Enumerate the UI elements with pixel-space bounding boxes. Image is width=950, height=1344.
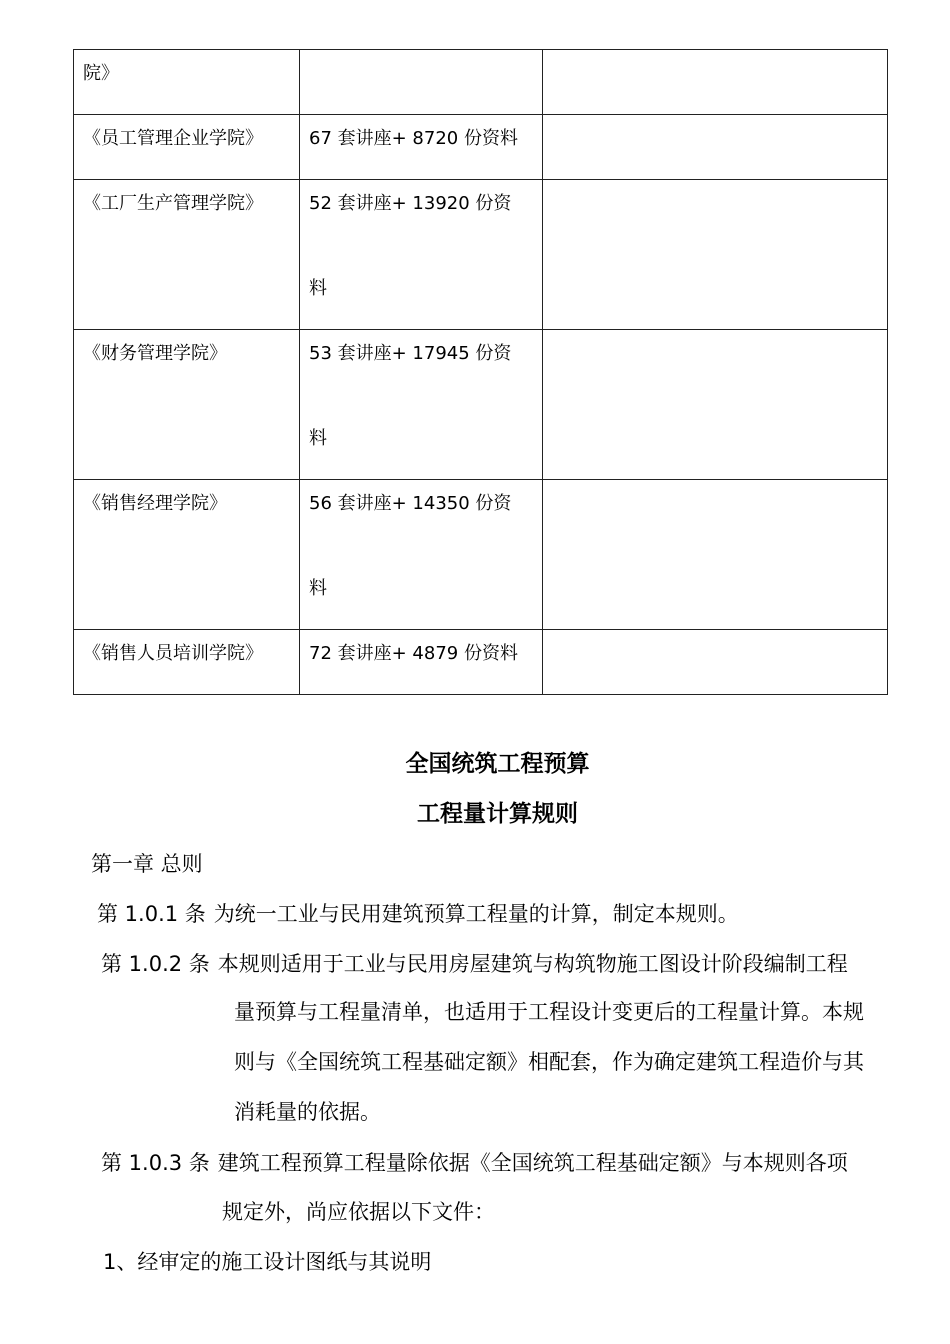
article-label: 第 1.0.3 条 [101,1151,210,1175]
cell-text [543,180,887,192]
cell-line: 料 [309,428,327,449]
table-cell-empty [543,480,888,630]
cell-text: 72 套讲座+ 4879 份资料 [309,643,518,664]
article-label: 第 1.0.2 条 [101,952,210,976]
table-cell-content [300,630,543,695]
article-text: 建筑工程预算工程量除依据《全国统筑工程基础定额》与本规则各项 [217,1151,848,1175]
cell-text: 《销售人员培训学院》 [83,643,263,664]
article-text: 为统一工业与民用建筑预算工程量的计算，制定本规则。 [213,902,739,926]
list-item: 1、经审定的施工设计图纸与其说明 [103,1250,432,1274]
table-row [74,480,888,630]
table-cell-empty [543,50,888,115]
article-label: 第 1.0.1 条 [97,902,206,926]
table-cell-college [74,50,300,115]
table-cell-empty [543,115,888,180]
cell-text [543,480,887,492]
article-continuation: 规定外，尚应依据以下文件： [222,1200,495,1224]
table-row [74,330,888,480]
table-row [74,180,888,330]
table-cell-college [74,115,300,180]
table-row [74,50,888,115]
table-row [74,630,888,695]
article-1-0-3 [101,1148,848,1178]
cell-text [543,115,887,127]
cell-text-wrapped [300,180,542,301]
table-cell-content [300,50,543,115]
cell-text: 《工厂生产管理学院》 [83,193,263,214]
cell-line: 料 [309,278,327,299]
article-1-0-2 [101,949,848,979]
cell-text [543,50,887,62]
table-cell-college [74,330,300,480]
table-cell-college [74,180,300,330]
article-continuation: 消耗量的依据。 [234,1100,381,1124]
cell-text: 《销售经理学院》 [83,493,227,514]
article-text: 本规则适用于工业与民用房屋建筑与构筑物施工图设计阶段编制工程 [217,952,848,976]
chapter-heading: 第一章 总则 [91,852,203,876]
cell-text: 《员工管理企业学院》 [83,128,263,149]
article-continuation: 则与《全国统筑工程基础定额》相配套，作为确定建筑工程造价与其 [234,1050,864,1074]
cell-text: 《财务管理学院》 [83,343,227,364]
table-row [74,115,888,180]
cell-text [543,630,887,642]
table-cell-content [300,480,543,630]
table-cell-content [300,115,543,180]
cell-text-wrapped [300,480,542,601]
table-cell-content [300,330,543,480]
cell-text-wrapped [300,330,542,451]
course-catalog-table [73,49,888,695]
cell-text: 院》 [83,63,119,84]
table-cell-content [300,180,543,330]
table-cell-empty [543,180,888,330]
cell-text [300,50,542,62]
cell-text [543,330,887,342]
article-continuation: 量预算与工程量清单，也适用于工程设计变更后的工程量计算。本规 [234,1000,864,1024]
document-title-line1: 全国统筑工程预算 [405,751,590,777]
cell-line: 53 套讲座+ 17945 份资 [309,343,512,364]
table-cell-college [74,480,300,630]
document-title-line2: 工程量计算规则 [417,801,578,827]
cell-line: 料 [309,578,327,599]
article-1-0-1 [97,899,739,929]
cell-line: 56 套讲座+ 14350 份资 [309,493,512,514]
table-cell-empty [543,630,888,695]
table-cell-empty [543,330,888,480]
cell-text: 67 套讲座+ 8720 份资料 [309,128,518,149]
cell-line: 52 套讲座+ 13920 份资 [309,193,512,214]
table-cell-college [74,630,300,695]
